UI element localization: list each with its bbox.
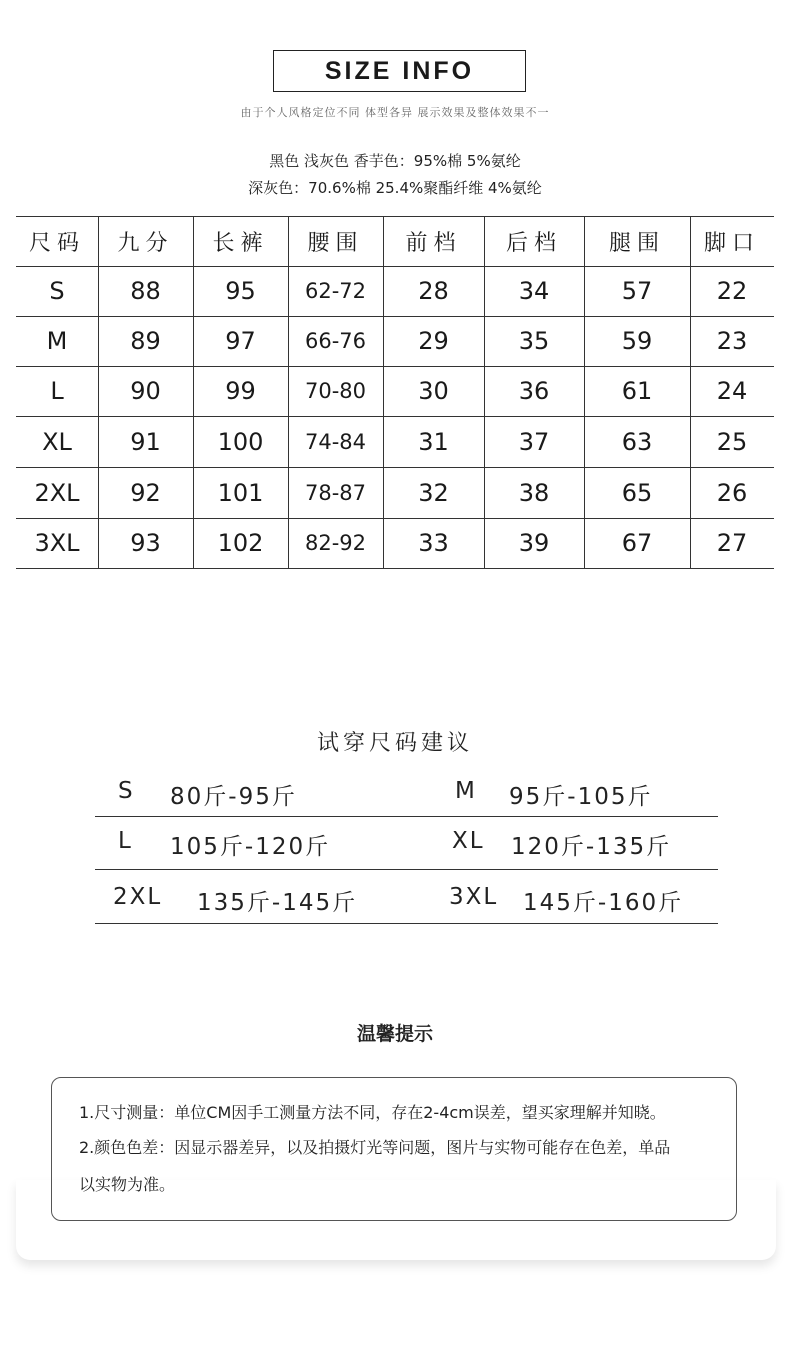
suggestion-size: S bbox=[118, 778, 135, 804]
table-cell: 38 bbox=[518, 478, 550, 507]
table-cell: 99 bbox=[225, 377, 256, 405]
table-cell: 100 bbox=[217, 427, 264, 456]
table-header-cell: 九分 bbox=[117, 230, 174, 256]
material-info-2: 深灰色：70.6%棉 25.4%聚酯纤维 4%氨纶 bbox=[248, 179, 542, 197]
table-cell: 30 bbox=[418, 377, 449, 405]
suggestion-size: 2XL bbox=[113, 884, 163, 910]
table-header-cell: 后档 bbox=[505, 230, 562, 256]
tip-line-2: 2.颜色色差：因显示器差异，以及拍摄灯光等问题，图片与实物可能存在色差，单品 bbox=[79, 1138, 671, 1157]
table-cell: 62-72 bbox=[304, 279, 367, 303]
table-cell: 63 bbox=[621, 427, 653, 456]
table-cell: 95 bbox=[225, 277, 256, 305]
table-cell: S bbox=[49, 277, 65, 305]
suggestion-weight-range: 105斤-120斤 bbox=[170, 834, 331, 860]
suggestion-divider bbox=[95, 923, 718, 924]
suggestion-weight-range: 135斤-145斤 bbox=[197, 890, 358, 916]
table-cell: 2XL bbox=[34, 478, 80, 507]
table-cell: 91 bbox=[130, 427, 161, 456]
table-header-cell: 腰围 bbox=[307, 230, 364, 256]
table-cell: 70-80 bbox=[304, 379, 367, 403]
table-cell: 57 bbox=[621, 277, 653, 305]
table-cell: 66-76 bbox=[304, 329, 367, 353]
table-cell: 34 bbox=[518, 277, 550, 305]
suggestion-divider bbox=[95, 816, 718, 817]
table-cell: 23 bbox=[716, 327, 748, 355]
table-cell: 29 bbox=[418, 327, 449, 355]
table-cell: 33 bbox=[418, 529, 449, 557]
table-header-cell: 尺码 bbox=[28, 230, 85, 256]
table-cell: 35 bbox=[518, 327, 550, 355]
table-cell: 78-87 bbox=[304, 480, 367, 505]
table-cell: 36 bbox=[518, 377, 550, 405]
table-hline bbox=[16, 568, 774, 569]
size-info-title: SIZE INFO bbox=[273, 50, 526, 92]
table-cell: 39 bbox=[518, 529, 550, 557]
suggestion-size: L bbox=[118, 828, 133, 854]
suggestion-weight-range: 95斤-105斤 bbox=[509, 784, 653, 810]
table-cell: 102 bbox=[217, 529, 264, 557]
suggestion-size: 3XL bbox=[449, 884, 499, 910]
table-cell: 65 bbox=[621, 478, 653, 507]
table-cell: L bbox=[50, 377, 64, 405]
table-cell: 3XL bbox=[34, 529, 80, 557]
table-cell: XL bbox=[42, 427, 72, 456]
size-table bbox=[16, 216, 774, 569]
table-cell: 89 bbox=[130, 327, 161, 355]
tip-line-3: 以实物为准。 bbox=[79, 1175, 176, 1194]
table-header-cell: 脚口 bbox=[703, 230, 760, 256]
suggestion-weight-range: 120斤-135斤 bbox=[511, 834, 672, 860]
table-cell: 25 bbox=[716, 427, 748, 456]
tips-title: 温馨提示 bbox=[356, 1023, 433, 1045]
table-cell: 93 bbox=[130, 529, 161, 557]
table-cell: 88 bbox=[130, 277, 161, 305]
table-cell: 22 bbox=[716, 277, 748, 305]
table-cell: 90 bbox=[130, 377, 161, 405]
table-header-cell: 前档 bbox=[405, 230, 462, 256]
table-cell: 32 bbox=[418, 478, 449, 507]
tip-line-1: 1.尺寸测量：单位CM因手工测量方法不同，存在2-4cm误差，望买家理解并知晓。 bbox=[79, 1103, 666, 1122]
table-cell: 82-92 bbox=[304, 531, 367, 555]
suggestion-weight-range: 80斤-95斤 bbox=[170, 784, 297, 810]
table-cell: 28 bbox=[418, 277, 449, 305]
table-cell: 101 bbox=[217, 478, 264, 507]
suggestion-size: XL bbox=[452, 828, 485, 854]
material-info-1: 黑色 浅灰色 香芋色：95%棉 5%氨纶 bbox=[269, 152, 521, 170]
table-cell: 74-84 bbox=[304, 429, 367, 454]
suggestion-divider bbox=[95, 869, 718, 870]
table-cell: 97 bbox=[225, 327, 256, 355]
suggestion-size: M bbox=[455, 778, 477, 804]
table-cell: 24 bbox=[716, 377, 748, 405]
suggestion-weight-range: 145斤-160斤 bbox=[523, 890, 684, 916]
table-header-cell: 腿围 bbox=[608, 230, 665, 256]
table-cell: 59 bbox=[621, 327, 653, 355]
subtitle: 由于个人风格定位不同 体型各异 展示效果及整体效果不一 bbox=[240, 106, 550, 119]
table-cell: M bbox=[46, 327, 68, 355]
suggestion-title: 试穿尺码建议 bbox=[316, 731, 473, 756]
table-cell: 27 bbox=[716, 529, 748, 557]
table-header-cell: 长裤 bbox=[212, 230, 269, 256]
table-cell: 31 bbox=[418, 427, 449, 456]
table-cell: 61 bbox=[621, 377, 653, 405]
table-cell: 92 bbox=[130, 478, 161, 507]
table-cell: 67 bbox=[621, 529, 653, 557]
table-cell: 37 bbox=[518, 427, 550, 456]
table-cell: 26 bbox=[716, 478, 748, 507]
